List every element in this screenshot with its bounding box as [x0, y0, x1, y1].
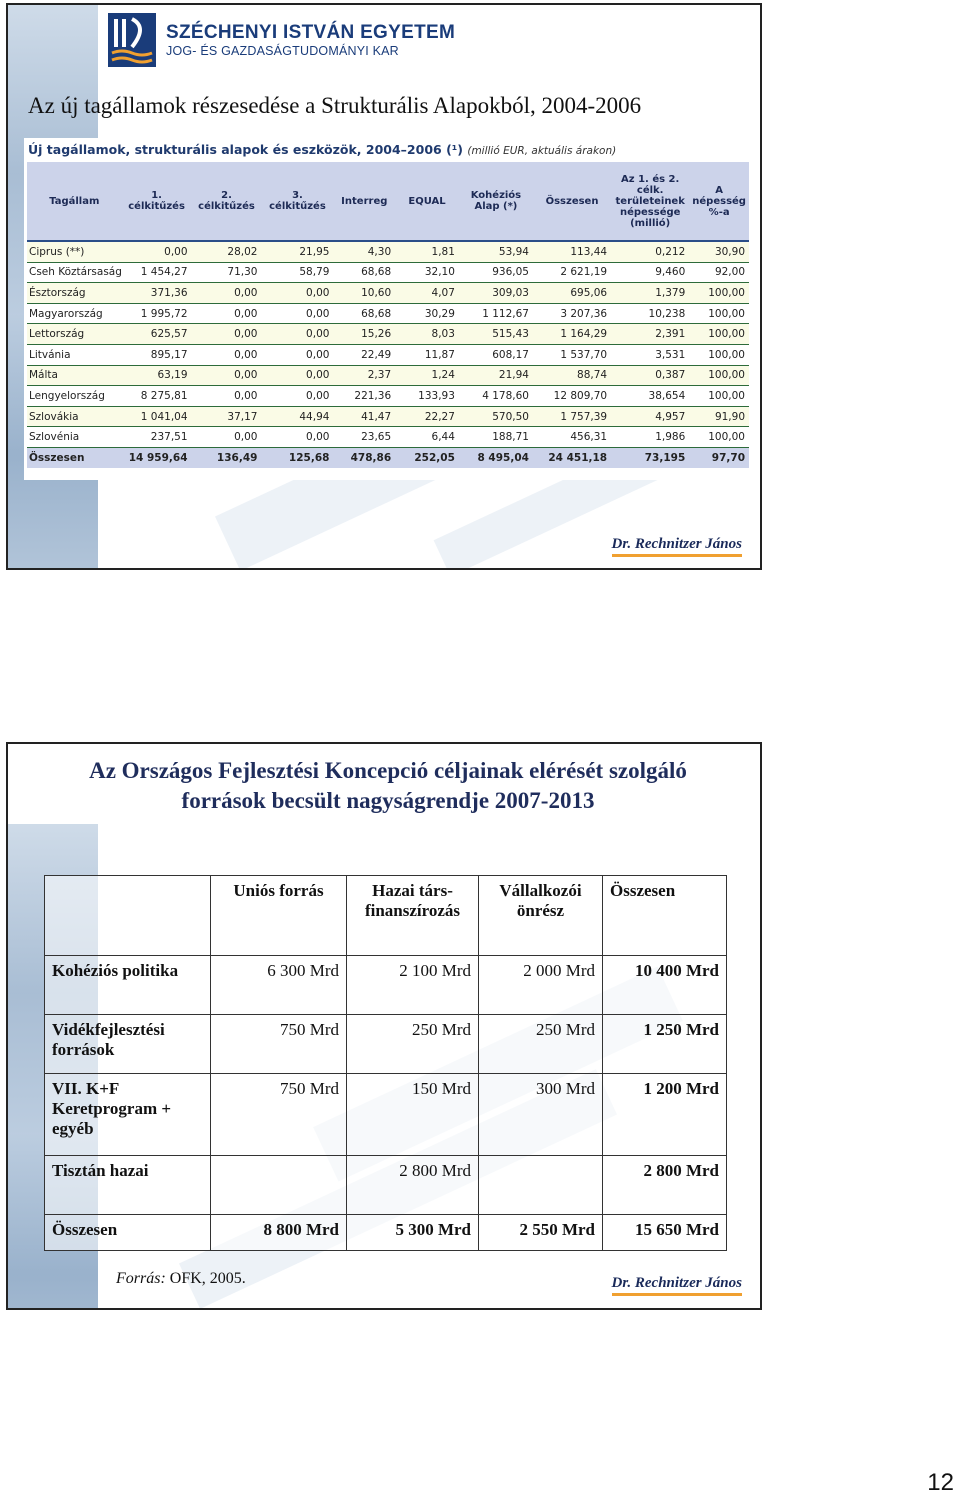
table-cell: 625,57 [122, 324, 192, 345]
table-cell: 125,68 [261, 447, 333, 467]
table-cell: 0,00 [192, 303, 262, 324]
table-cell: 250 Mrd [347, 1015, 479, 1074]
row-label: Észtország [27, 283, 122, 304]
table-cell: 38,654 [611, 386, 689, 407]
table-cell: 12 809,70 [533, 386, 611, 407]
table-cell: 0,387 [611, 365, 689, 386]
table-cell [211, 1156, 347, 1215]
header-cell [45, 876, 211, 956]
table-caption: Új tagállamok, strukturális alapok és eszközök, 2004–2006 (¹) (millió EUR, aktuális árakon) [28, 142, 617, 157]
university-logo [108, 13, 455, 67]
table-cell: 0,00 [192, 324, 262, 345]
table-cell: 1 757,39 [533, 406, 611, 427]
table-cell: 88,74 [533, 365, 611, 386]
table-row [27, 386, 749, 407]
table-cell: 1,379 [611, 283, 689, 304]
header-cell: Interreg [333, 162, 395, 241]
row-label: Cseh Köztársaság [27, 262, 122, 283]
table-cell: 188,71 [459, 427, 533, 448]
table-cell: 91,90 [689, 406, 749, 427]
slide-title: Az új tagállamok részesedése a Strukturális Alapokból, 2004-2006 [28, 93, 642, 118]
source-note: Forrás: OFK, 2005. [116, 1270, 246, 1287]
table-cell: 2 621,19 [533, 262, 611, 283]
table-cell: 41,47 [333, 406, 395, 427]
table-cell: 71,30 [192, 262, 262, 283]
table-cell: 28,02 [192, 241, 262, 262]
table-cell: 252,05 [395, 447, 459, 467]
table-row [27, 406, 749, 427]
table-cell: 1 164,29 [533, 324, 611, 345]
table-cell: 30,29 [395, 303, 459, 324]
header-cell: 2. célkitűzés [192, 162, 262, 241]
table-cell: 1,81 [395, 241, 459, 262]
table-cell: 100,00 [689, 386, 749, 407]
header-cell: A népesség %-a [689, 162, 749, 241]
table-row [27, 365, 749, 386]
table-cell: 37,17 [192, 406, 262, 427]
table-cell: 300 Mrd [479, 1074, 603, 1156]
table-cell: 4,957 [611, 406, 689, 427]
table-cell: 8,03 [395, 324, 459, 345]
table-cell: 1 112,67 [459, 303, 533, 324]
table-cell: 68,68 [333, 262, 395, 283]
table-cell: 4,30 [333, 241, 395, 262]
table-cell: 21,95 [261, 241, 333, 262]
header-cell: Uniós forrás [211, 876, 347, 956]
table-cell: 4 178,60 [459, 386, 533, 407]
table-cell: 0,00 [261, 283, 333, 304]
table-row [27, 324, 749, 345]
table-cell: 750 Mrd [211, 1074, 347, 1156]
table-cell: 15,26 [333, 324, 395, 345]
table-row-total [45, 1215, 727, 1251]
table-cell: 1 995,72 [122, 303, 192, 324]
table-cell: 0,00 [261, 386, 333, 407]
table-row [27, 303, 749, 324]
logo-subtitle: JOG- ÉS GAZDASÁGTUDOMÁNYI KAR [166, 44, 399, 58]
row-label: Tisztán hazai [45, 1156, 211, 1215]
table-cell: 24 451,18 [533, 447, 611, 467]
row-label: Lettország [27, 324, 122, 345]
table-cell: 133,93 [395, 386, 459, 407]
table-cell: 2,37 [333, 365, 395, 386]
table-cell: 21,94 [459, 365, 533, 386]
table-cell: 30,90 [689, 241, 749, 262]
table-cell: 0,00 [192, 344, 262, 365]
row-label: Magyarország [27, 303, 122, 324]
table-cell: 570,50 [459, 406, 533, 427]
table-cell: 0,00 [261, 427, 333, 448]
table-cell: 2 800 Mrd [347, 1156, 479, 1215]
table-cell: 0,00 [261, 303, 333, 324]
university-logo-icon [108, 13, 156, 67]
table-cell: 23,65 [333, 427, 395, 448]
table-cell: 10,60 [333, 283, 395, 304]
row-label: Összesen [45, 1215, 211, 1251]
author-footer: Dr. Rechnitzer János [612, 1275, 742, 1296]
table-cell: 113,44 [533, 241, 611, 262]
structural-funds-table [27, 162, 749, 468]
table-cell: 53,94 [459, 241, 533, 262]
table-cell: 2 550 Mrd [479, 1215, 603, 1251]
row-label: Vidékfejlesztési források [45, 1015, 211, 1074]
table-cell: 100,00 [689, 283, 749, 304]
row-label: Szlovénia [27, 427, 122, 448]
table-row [27, 344, 749, 365]
table-cell: 92,00 [689, 262, 749, 283]
table-cell: 2 800 Mrd [603, 1156, 727, 1215]
header-cell: Tagállam [27, 162, 122, 241]
table-cell: 0,00 [261, 365, 333, 386]
table-cell: 1,986 [611, 427, 689, 448]
table-cell: 0,00 [261, 344, 333, 365]
table-cell: 11,87 [395, 344, 459, 365]
table-row-total [27, 447, 749, 467]
table-caption-note: (millió EUR, aktuális árakon) [467, 145, 617, 157]
row-label: Lengyelország [27, 386, 122, 407]
table-cell: 58,79 [261, 262, 333, 283]
table-cell: 22,49 [333, 344, 395, 365]
table-cell: 0,00 [261, 324, 333, 345]
table-cell: 5 300 Mrd [347, 1215, 479, 1251]
page-number: 12 [927, 1469, 954, 1496]
table-cell: 100,00 [689, 324, 749, 345]
table-row [45, 1074, 727, 1156]
funding-sources-table [44, 875, 727, 1251]
table-cell: 895,17 [122, 344, 192, 365]
row-label: Kohéziós politika [45, 956, 211, 1015]
table-cell: 371,36 [122, 283, 192, 304]
table-cell: 2,391 [611, 324, 689, 345]
table-cell [479, 1156, 603, 1215]
table-cell: 6,44 [395, 427, 459, 448]
table-cell: 100,00 [689, 303, 749, 324]
table-cell: 97,70 [689, 447, 749, 467]
table-cell: 32,10 [395, 262, 459, 283]
table-cell: 0,00 [192, 386, 262, 407]
table-cell: 22,27 [395, 406, 459, 427]
table-row [45, 1015, 727, 1074]
table-cell: 9,460 [611, 262, 689, 283]
table-cell: 73,195 [611, 447, 689, 467]
row-label: VII. K+F Keretprogram + egyéb [45, 1074, 211, 1156]
table-cell: 237,51 [122, 427, 192, 448]
table-cell: 44,94 [261, 406, 333, 427]
table-cell: 68,68 [333, 303, 395, 324]
table-cell: 456,31 [533, 427, 611, 448]
table-cell: 8 275,81 [122, 386, 192, 407]
slide-2 [6, 742, 762, 1310]
slide-1 [6, 3, 762, 570]
table-cell: 750 Mrd [211, 1015, 347, 1074]
table-cell: 63,19 [122, 365, 192, 386]
slide-title: Az Országos Fejlesztési Koncepció céljainak elérését szolgáló források becsült nagyságrendje 2007-2013 [89, 758, 687, 813]
table-cell: 1 041,04 [122, 406, 192, 427]
row-label: Összesen [27, 447, 122, 467]
table-cell: 1 200 Mrd [603, 1074, 727, 1156]
table-cell: 309,03 [459, 283, 533, 304]
table-cell: 14 959,64 [122, 447, 192, 467]
header-cell: Az 1. és 2. célk. területeinek népessége (millió) [611, 162, 689, 241]
table-cell: 15 650 Mrd [603, 1215, 727, 1251]
table-cell: 250 Mrd [479, 1015, 603, 1074]
table-row [27, 262, 749, 283]
table-cell: 221,36 [333, 386, 395, 407]
table-cell: 608,17 [459, 344, 533, 365]
header-cell: Hazai társ-finanszírozás [347, 876, 479, 956]
table-cell: 515,43 [459, 324, 533, 345]
table-cell: 936,05 [459, 262, 533, 283]
table-cell: 1 250 Mrd [603, 1015, 727, 1074]
header-cell: 3. célkitűzés [261, 162, 333, 241]
table-row [27, 283, 749, 304]
table-cell: 0,00 [192, 365, 262, 386]
table-cell: 1 454,27 [122, 262, 192, 283]
table-cell: 0,00 [192, 427, 262, 448]
table-cell: 1,24 [395, 365, 459, 386]
table-cell: 0,00 [192, 283, 262, 304]
table-cell: 100,00 [689, 344, 749, 365]
table-cell: 136,49 [192, 447, 262, 467]
author-footer: Dr. Rechnitzer János [612, 536, 742, 557]
table-cell: 3 207,36 [533, 303, 611, 324]
table-cell: 0,212 [611, 241, 689, 262]
header-cell: EQUAL [395, 162, 459, 241]
table-cell: 1 537,70 [533, 344, 611, 365]
table-cell: 10 400 Mrd [603, 956, 727, 1015]
table-cell: 695,06 [533, 283, 611, 304]
row-label: Szlovákia [27, 406, 122, 427]
table-cell: 3,531 [611, 344, 689, 365]
table-cell: 8 495,04 [459, 447, 533, 467]
table-row [45, 956, 727, 1015]
row-label: Málta [27, 365, 122, 386]
table-cell: 2 000 Mrd [479, 956, 603, 1015]
table-cell: 8 800 Mrd [211, 1215, 347, 1251]
header-cell: 1. célkitűzés [122, 162, 192, 241]
header-cell: Vállalkozói önrész [479, 876, 603, 956]
table-row [45, 1156, 727, 1215]
structural-funds-table-image [24, 138, 752, 480]
header-cell: Összesen [533, 162, 611, 241]
table-row [27, 241, 749, 262]
table-cell: 100,00 [689, 427, 749, 448]
table-cell: 6 300 Mrd [211, 956, 347, 1015]
row-label: Litvánia [27, 344, 122, 365]
table-cell: 4,07 [395, 283, 459, 304]
table-cell: 0,00 [122, 241, 192, 262]
table-row [27, 427, 749, 448]
logo-title: SZÉCHENYI ISTVÁN EGYETEM [166, 22, 456, 43]
table-cell: 100,00 [689, 365, 749, 386]
table-cell: 2 100 Mrd [347, 956, 479, 1015]
header-cell: Összesen [603, 876, 727, 956]
header-cell: Kohéziós Alap (*) [459, 162, 533, 241]
table-cell: 478,86 [333, 447, 395, 467]
table-cell: 10,238 [611, 303, 689, 324]
table-cell: 150 Mrd [347, 1074, 479, 1156]
row-label: Ciprus (**) [27, 241, 122, 262]
